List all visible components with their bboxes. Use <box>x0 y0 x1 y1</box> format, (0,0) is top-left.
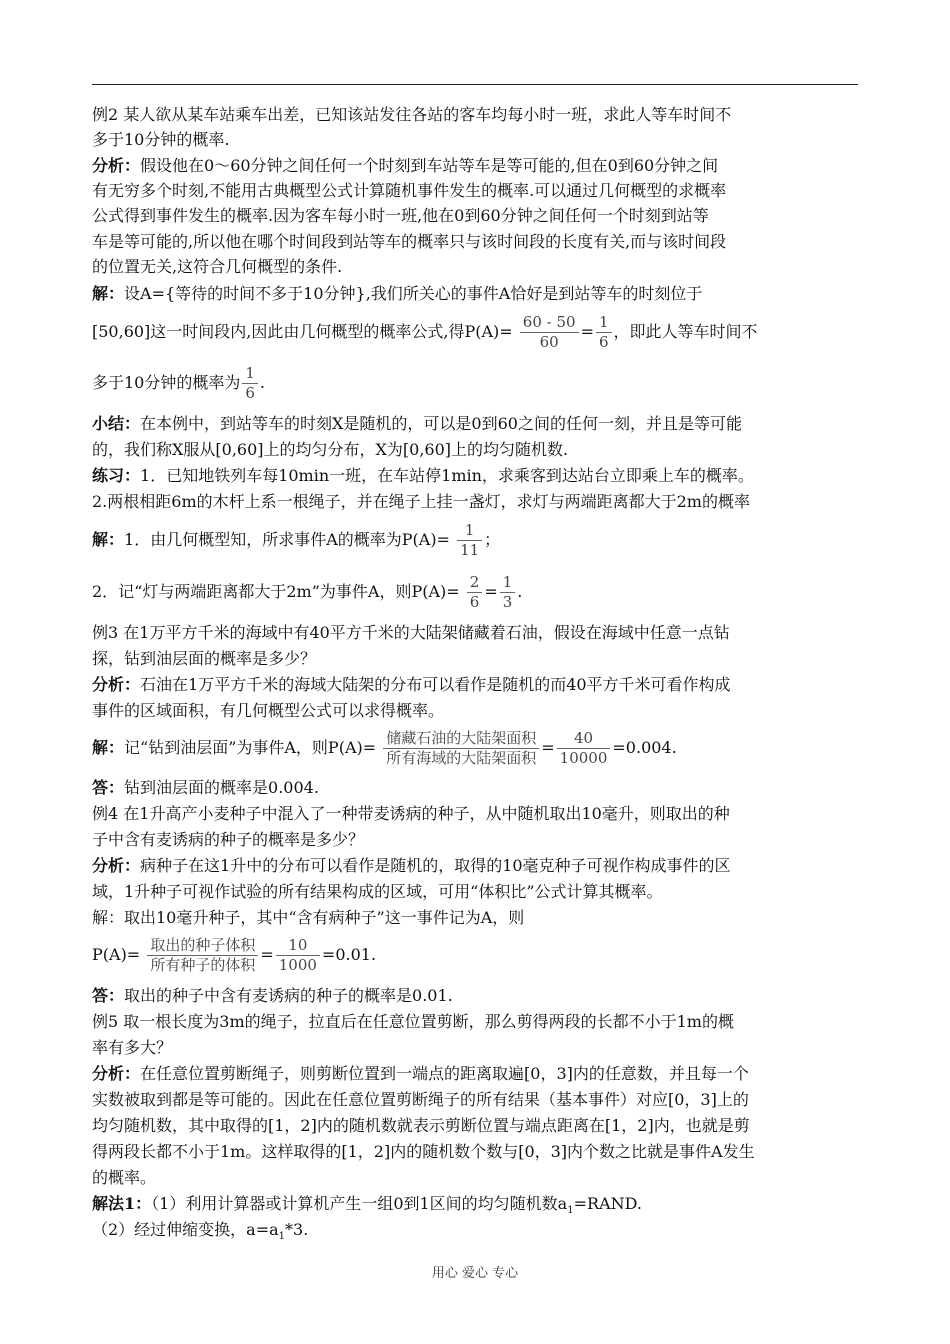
summary-label: 小结： <box>92 414 141 433</box>
analysis-3-line-2: 事件的区域面积，有几何概型公式可以求得概率。 <box>92 701 445 720</box>
analysis-line-2: 有无穷多个时刻,不能用古典概型公式计算随机事件发生的概率.可以通过几何概型的求概率 <box>92 181 727 200</box>
example-4-line-2: 子中含有麦诱病的种子的概率是多少？ <box>92 830 365 849</box>
analysis-4-line-1: 分析：病种子在这1升中的分布可以看作是随机的，取得的10毫克种子可视作构成事件的区 <box>92 856 731 875</box>
answer-3-line: 答：钻到油层面的概率是0.004. <box>92 778 319 797</box>
solution-line-3: 多于10分钟的概率为 $\frac{1}{6}$ . <box>92 364 266 402</box>
analysis-5-line-2: 实数被取到都是等可能的。因此在任意位置剪断绳子的所有结果（基本事件）对应[0，3]上的 <box>92 1090 749 1109</box>
fraction: $\frac{1}{3}$ <box>500 573 516 612</box>
exercise-solution-line-1: 解：1．由几何概型知，所求事件A的概率为P(A)= $\frac{1}{11}$ ； <box>92 521 501 559</box>
answer-label: 答： <box>92 986 125 1005</box>
fraction: $\frac{10}{1000}$ <box>276 936 320 975</box>
solution-label: 解： <box>92 738 125 757</box>
analysis-5-line-5: 的概率。 <box>92 1168 157 1187</box>
example-5-line-1: 例5 取一根长度为3m的绳子，拉直后在任意位置剪断，那么剪得两段的长都不小于1m的概 <box>92 1012 734 1031</box>
analysis-label: 分析： <box>92 675 141 694</box>
fraction: $\frac{40}{10000}$ <box>557 729 611 768</box>
analysis-3-line-1: 分析：石油在1万平方千米的海域大陆架的分布可以看作是随机的而40平方千米可看作构成 <box>92 675 731 694</box>
example-3-line-2: 探，钻到油层面的概率是多少？ <box>92 649 317 668</box>
exercise-solution-line-2: 2．记“灯与两端距离都大于2m”为事件A，则P(A)= $\frac{2}{6}$ = $\frac{1}{3}$ . <box>92 573 523 611</box>
analysis-line-1: 分析：假设他在0～60分钟之间任何一个时刻到车站等车是等可能的,但在0到60分钟之间 <box>92 156 719 175</box>
answer-4-line: 答：取出的种子中含有麦诱病的种子的概率是0.01. <box>92 986 453 1005</box>
exercise-line-2: 2.两根相距6m的木杆上系一根绳子，并在绳子上挂一盏灯，求灯与两端距离都大于2m的概率 <box>92 492 750 511</box>
analysis-label: 分析： <box>92 1064 141 1083</box>
solution-label: 解： <box>92 530 125 549</box>
page-footer: 用心 爱心 专心 <box>431 1266 519 1281</box>
exercise-line-1: 练习：1．已知地铁列车每10min一班，在车站停1min，求乘客到达站台立即乘上车的概率。 <box>92 466 754 485</box>
summary-line-1: 小结：在本例中，到站等车的时刻X是随机的，可以是0到60之间的任何一刻，并且是等可能 <box>92 414 742 433</box>
analysis-line-3: 公式得到事件发生的概率.因为客车每小时一班,他在0到60分钟之间任何一个时刻到站等 <box>92 206 709 225</box>
fraction: $\frac{60 - 50}{60}$ <box>520 313 579 352</box>
analysis-5-line-3: 均匀随机数，其中取得的[1，2]内的随机数就表示剪断位置与端点距离在[1，2]内，也就是剪 <box>92 1116 750 1135</box>
fraction: $\frac{1}{6}$ <box>596 313 612 352</box>
analysis-line-4: 车是等可能的,所以他在哪个时间段到站等车的概率只与该时间段的长度有关,而与该时间段 <box>92 232 727 251</box>
summary-line-2: 的，我们称X服从[0,60]上的均匀分布，X为[0,60]上的均匀随机数. <box>92 440 569 459</box>
solution-4-line-1: 解：取出10毫升种子，其中“含有病种子”这一事件记为A，则 <box>92 908 525 927</box>
method-label: 解法1： <box>92 1194 152 1213</box>
analysis-5-line-4: 得两段长都不小于1m。这样取得的[1，2]内的随机数个数与[0，3]内个数之比就是事件A发生 <box>92 1142 755 1161</box>
analysis-label: 分析： <box>92 856 141 875</box>
solution-label: 解： <box>92 284 125 303</box>
analysis-4-line-2: 域，1升种子可视作试验的所有结果构成的区域，可用“体积比”公式计算其概率。 <box>92 882 663 901</box>
fraction: $\frac{\text{取出的种子体积}}{\text{所有种子的体积}}$ <box>147 936 258 975</box>
method-1-line-1: 解法1：（1）利用计算器或计算机产生一组0到1区间的均匀随机数$a_1=RAND$. <box>92 1194 642 1217</box>
example-2-line-1: 例2 某人欲从某车站乘车出差，已知该站发往各站的客车均每小时一班，求此人等车时间不 <box>92 105 732 124</box>
example-4-line-1: 例4 在1升高产小麦种子中混入了一种带麦诱病的种子，从中随机取出10毫升，则取出的种 <box>92 804 730 823</box>
analysis-line-5: 的位置无关,这符合几何概型的条件. <box>92 257 343 276</box>
example-2-line-2: 多于10分钟的概率. <box>92 130 230 149</box>
solution-3-line: 解：记“钻到油层面”为事件A，则P(A)= $\frac{\text{储藏石油的大陆架面积}}{\text{所有海域的大陆架面积}}$ = $\frac{40}{10000}$ =0.004. <box>92 729 677 767</box>
solution-line-1: 解：设A={等待的时间不多于10分钟},我们所关心的事件A恰好是到站等车的时刻位于 <box>92 284 703 303</box>
fraction: $\frac{2}{6}$ <box>467 573 483 612</box>
answer-label: 答： <box>92 778 125 797</box>
exercise-label: 练习： <box>92 466 141 485</box>
solution-4-line-2: P(A)= $\frac{\text{取出的种子体积}}{\text{所有种子的体积}}$ = $\frac{10}{1000}$ =0.01. <box>92 936 377 974</box>
fraction: $\frac{1}{6}$ <box>242 364 258 403</box>
example-3-line-1: 例3 在1万平方千米的海域中有40平方千米的大陆架储藏着石油，假设在海域中任意一点钻 <box>92 623 730 642</box>
solution-line-2: [50,60]这一时间段内,因此由几何概型的概率公式,得P(A)= $\frac{60 - 50}{60}$ = $\frac{1}{6}$ ，即此人等车时间不 <box>92 313 758 351</box>
method-1-line-2: （2）经过伸缩变换，$a=a_1*3$. <box>92 1220 309 1243</box>
analysis-5-line-1: 分析：在任意位置剪断绳子，则剪断位置到一端点的距离取遍[0，3]内的任意数，并且每一个 <box>92 1064 749 1083</box>
analysis-label: 分析： <box>92 156 141 175</box>
example-5-line-2: 率有多大？ <box>92 1038 173 1057</box>
header-rule <box>92 84 858 85</box>
fraction: $\frac{1}{11}$ <box>457 521 482 560</box>
fraction: $\frac{\text{储藏石油的大陆架面积}}{\text{所有海域的大陆架面积}}$ <box>383 729 539 768</box>
